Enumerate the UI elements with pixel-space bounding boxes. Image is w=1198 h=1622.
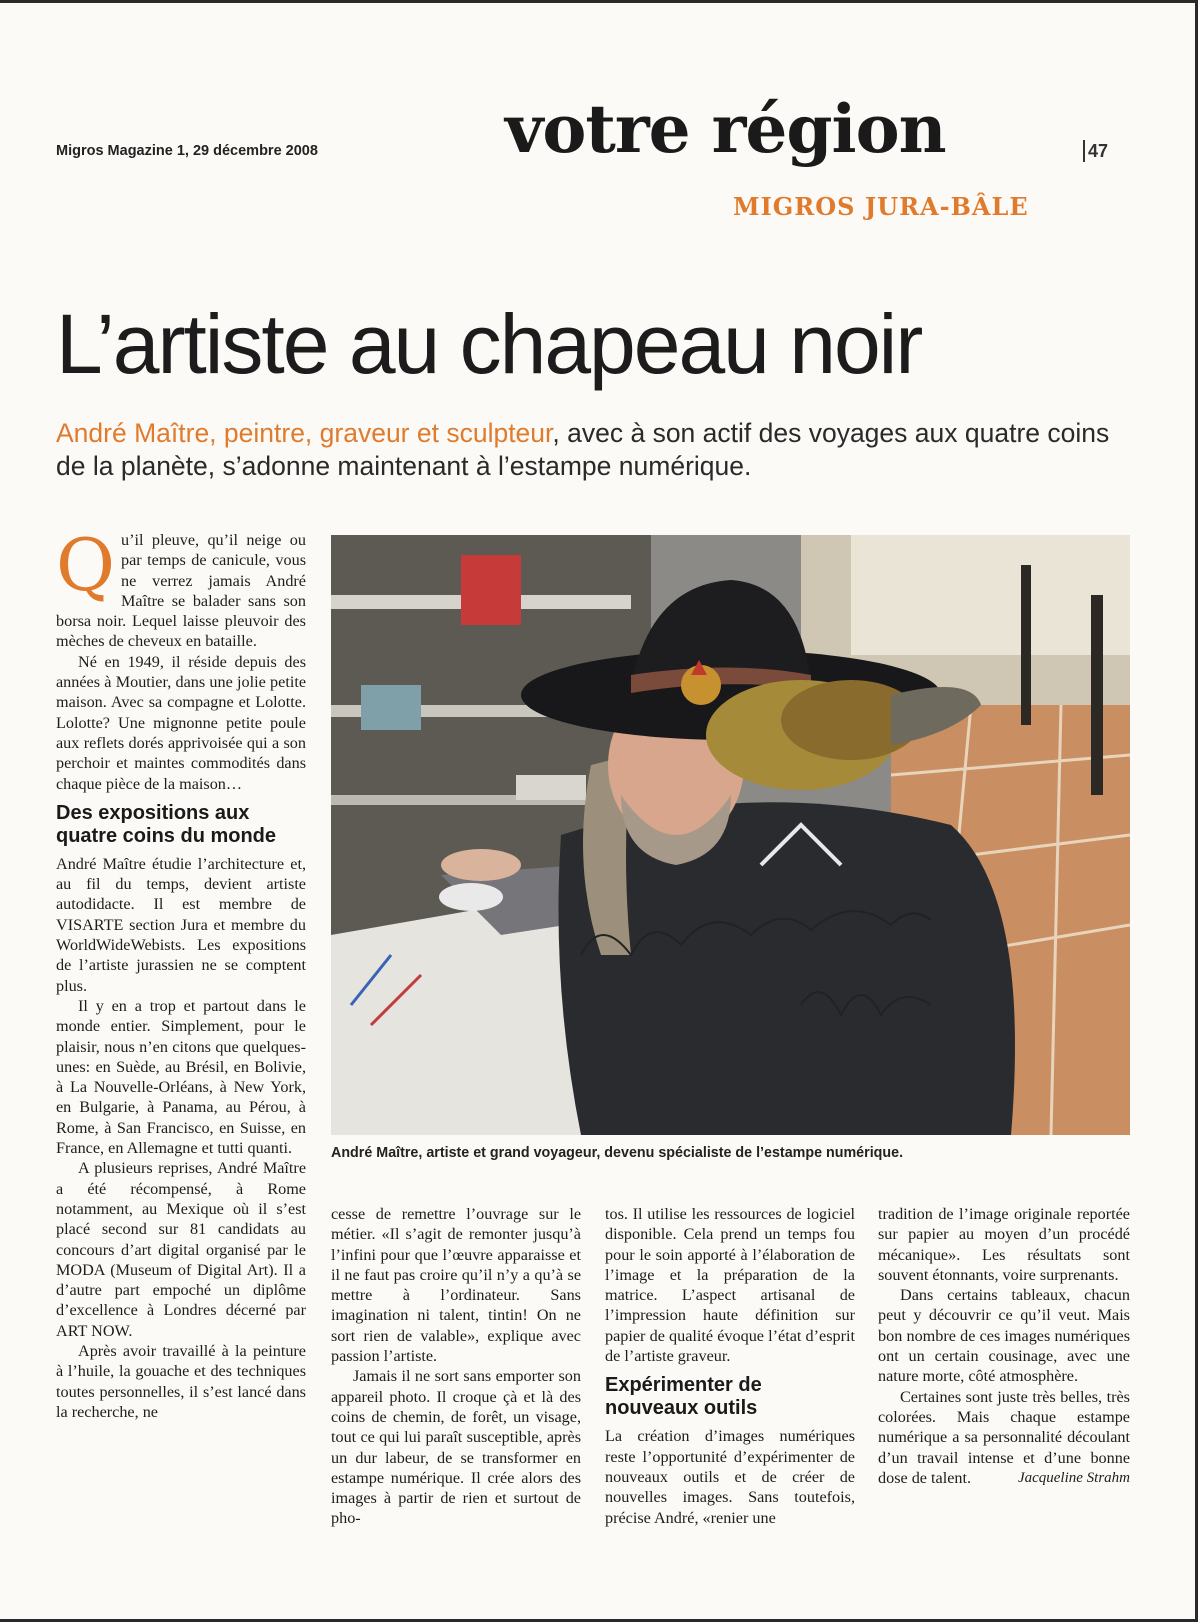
drop-cap: Q xyxy=(56,523,116,607)
lead-highlight: André Maître, peintre, graveur et sculpteur xyxy=(56,418,553,448)
article-column-3 xyxy=(605,1204,855,1528)
paragraph-text: u’il pleuve, qu’il neige ou par temps de canicule, vous ne verrez jamais André Maître se balader sans son borsa noir. Lequel laisse pleuvoir des mèches de cheveux en bataille. xyxy=(56,531,306,651)
paragraph: Après avoir travaillé à la peinture à l’huile, la gouache et des techniques toutes personnelles, il s’est lancé dans la recherche, ne xyxy=(56,1341,306,1421)
publication-info: Migros Magazine 1, 29 décembre 2008 xyxy=(56,143,318,159)
paragraph: Dans certains tableaux, chacun peut y découvrir ce qu’il veut. Mais bon nombre de ces images numériques ont un certain cousinage, avec une nature morte, côté atmosphère. xyxy=(878,1286,1130,1386)
photo-artist-with-hen xyxy=(331,535,1130,1135)
paragraph: La création d’images numériques reste l’opportunité d’expérimenter de nouveaux outils et de créer de nouvelles images. Sans toutefois, précise André, «renier une xyxy=(605,1427,855,1527)
article-column-1 xyxy=(56,523,306,1422)
paragraph xyxy=(56,523,306,652)
subheading: Expérimenter de nouveaux outils xyxy=(605,1374,762,1420)
page-number: 47 xyxy=(1088,141,1109,161)
paragraph: Né en 1949, il réside depuis des années à Moutier, dans une jolie petite maison. Avec sa compagne et Lolotte. Lolotte? Une mignonne petite poule aux reflets dorés apprivoisée qui a son perchoir et maintes commodités dans chaque pièce de la maison… xyxy=(56,652,306,793)
article-column-2 xyxy=(331,1204,581,1529)
article-photo xyxy=(331,535,1130,1135)
scan-edge-top xyxy=(0,0,1198,3)
lead-text: , avec à son actif des voyages aux quatre coins de la planète, s’adonne maintenant à l’estampe numérique. xyxy=(56,418,1110,481)
section-rubric: votre région xyxy=(505,90,946,168)
paragraph: Il y en a trop et partout dans le monde entier. Simplement, pour le plaisir, nous n’en citons que quelques-unes: en Suède, au Brésil, en Bolivie, à La Nouvelle-Orléans, à New York, en Bulgarie, à Panama, au Pérou, à Rome, à San Francisco, en Suisse, en France, en Allemagne et tutti quanti. xyxy=(56,996,306,1158)
paragraph: tradition de l’image originale reportée sur papier au moyen d’un procédé mécanique». Les résultats sont souvent étonnants, voire surprenants. xyxy=(878,1205,1130,1284)
article-lead xyxy=(56,417,1116,483)
paragraph: Jamais il ne sort sans emporter son appareil photo. Il croque çà et là des coins de chemin, de forêt, un visage, tout ce qui lui paraît susceptible, après un dur labeur, de se transformer en estampe numérique. Il crée alors des images à partir de rien et surtout de pho- xyxy=(331,1367,581,1528)
paragraph: André Maître étudie l’architecture et, au fil du temps, devient artiste autodidacte. Il est membre de VISARTE section Jura et membre du WorldWideWebists. Les expositions de l’artiste jurassien ne se comptent plus. xyxy=(56,854,306,995)
article-column-4 xyxy=(878,1204,1130,1488)
photo-caption: André Maître, artiste et grand voyageur, devenu spécialiste de l’estampe numérique. xyxy=(331,1145,904,1161)
section-subrubric: MIGROS JURA-BÂLE xyxy=(733,192,1029,221)
paragraph: cesse de remettre l’ouvrage sur le métier. «Il s’agit de remonter jusqu’à l’infini pour que l’œuvre apparaisse et il ne faut pas croire qu’il n’y a qu’à se mettre à l’ordinateur. Sans imagination ni talent, tintin! On ne sort rien de valable», explique avec passion l’artiste. xyxy=(331,1205,581,1366)
article-title: L’artiste au chapeau noir xyxy=(56,297,922,391)
page-number-divider xyxy=(1083,140,1085,162)
paragraph: A plusieurs reprises, André Maître a été récompensé, à Rome notamment, au Mexique où il s’est placé second sur 81 candidats au concours d’art digital organisé par le MODA (Museum of Digital Art). Il a d’autre part empoché un diplôme d’excellence à Londres décerné par ART NOW. xyxy=(56,1159,306,1340)
paragraph: Certaines sont juste très belles, très colorées. Mais chaque estampe numérique a sa personnalité découlant d’un travail intense et d’une bonne dose de talent. xyxy=(878,1387,1130,1487)
article-author: Jacqueline Strahm xyxy=(1017,1470,1130,1487)
paragraph: tos. Il utilise les ressources de logiciel disponible. Cela prend un temps fou pour le soin apporté à l’élaboration de l’image et la préparation de la matrice. L’aspect artisanal de l’impression haute définition sur papier de qualité évoque l’état d’esprit de l’artiste graveur. xyxy=(605,1205,855,1366)
subheading: Des expositions aux quatre coins du monde xyxy=(56,801,277,847)
